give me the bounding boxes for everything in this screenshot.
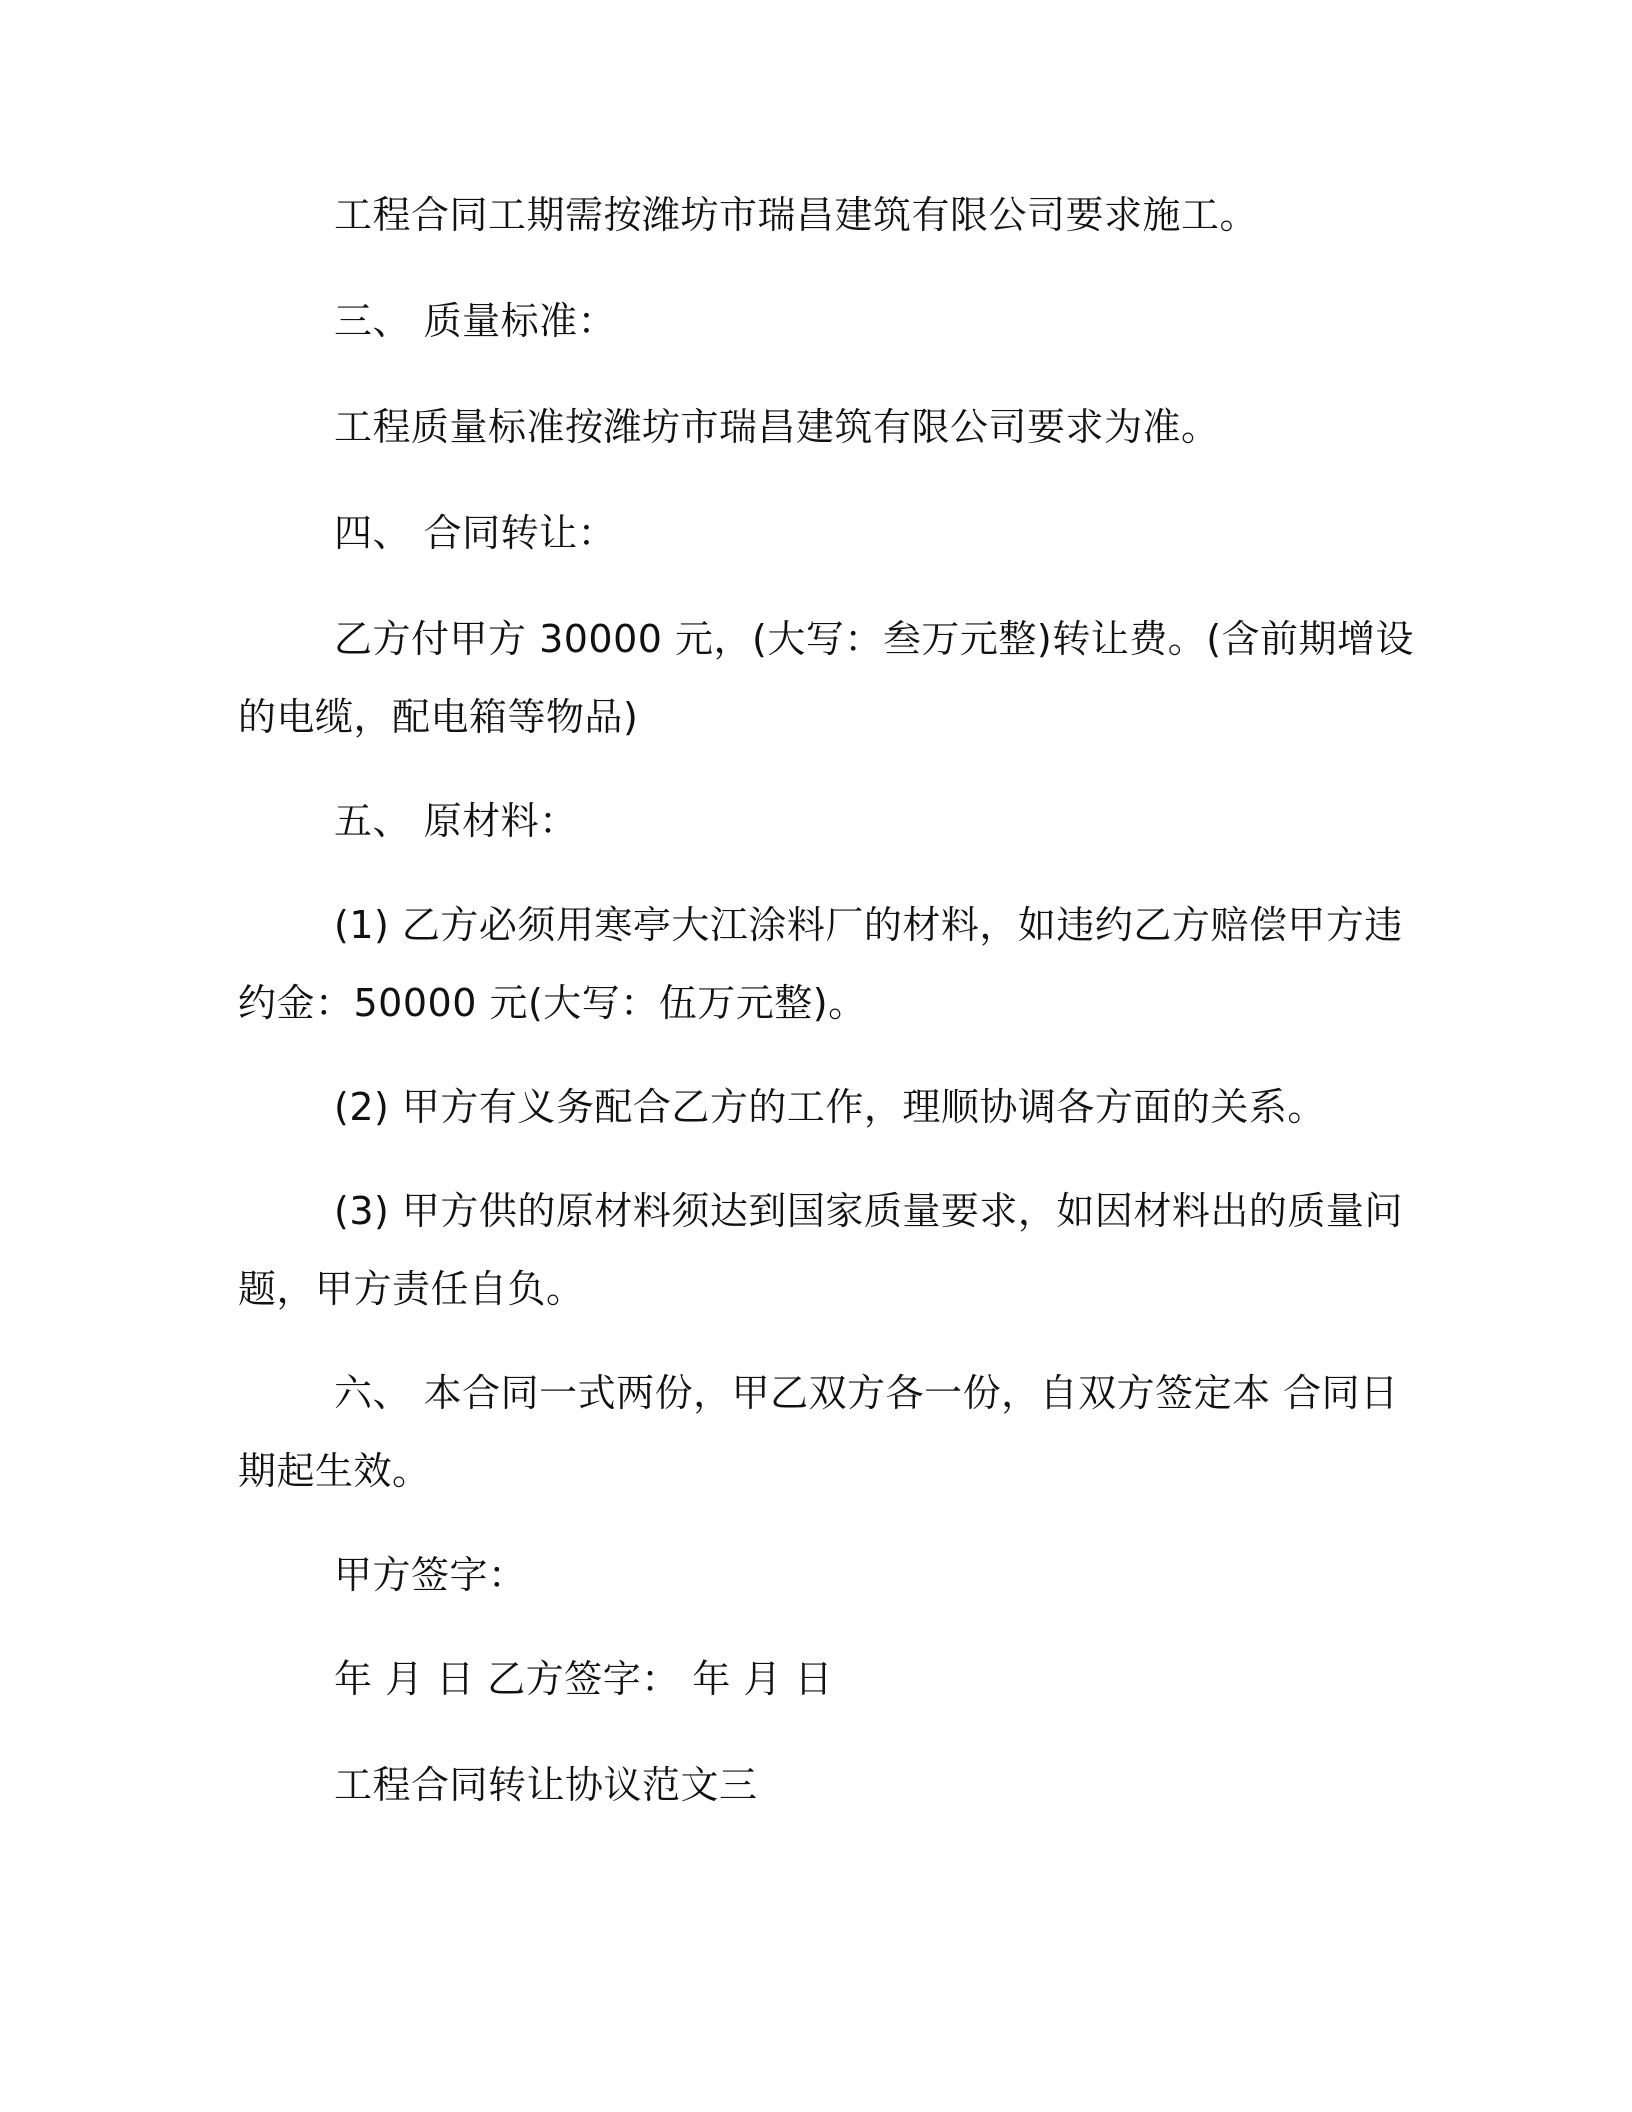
text-line: 四、 合同转让：	[334, 511, 617, 555]
section-heading-materials	[238, 782, 1358, 860]
paragraph-material-clause-1	[238, 886, 1403, 1042]
text-line: (2) 甲方有义务配合乙方的工作，理顺协调各方面的关系。	[334, 1085, 1326, 1129]
text-line: 三、 质量标准：	[334, 299, 617, 343]
text-line: 五、 原材料：	[334, 799, 578, 843]
text-line: 的电缆，配电箱等物品)	[238, 695, 639, 739]
text-line: 题，甲方责任自负。	[238, 1267, 585, 1311]
text-line: 工程质量标准按潍坊市瑞昌建筑有限公司要求为准。	[334, 405, 1220, 449]
section-heading-transfer	[238, 494, 1358, 572]
text-line: 工程合同转让协议范文三	[334, 1763, 758, 1807]
text-line: (3) 甲方供的原材料须达到国家质量要求，如因材料出的质量问	[334, 1189, 1403, 1233]
paragraph-transfer-fee	[238, 600, 1415, 756]
paragraph-material-clause-3	[238, 1172, 1403, 1328]
date-and-party-b-signature-line	[238, 1640, 1358, 1718]
text-line: 甲方签字：	[334, 1553, 527, 1597]
paragraph-copies-effective	[238, 1354, 1399, 1510]
next-sample-heading	[238, 1746, 1358, 1824]
text-line: (1) 乙方必须用寒亭大江涂料厂的材料，如违约乙方赔偿甲方违	[334, 903, 1403, 947]
paragraph-quality	[238, 388, 1358, 466]
paragraph-schedule	[238, 176, 1358, 254]
text-line: 年 月 日 乙方签字： 年 月 日	[334, 1657, 833, 1701]
text-line: 期起生效。	[238, 1449, 431, 1493]
text-line: 乙方付甲方 30000 元，(大写：叁万元整)转让费。(含前期增设	[334, 617, 1415, 661]
section-heading-quality	[238, 282, 1358, 360]
party-a-signature-line	[238, 1536, 1358, 1614]
text-line: 约金：50000 元(大写：伍万元整)。	[238, 981, 867, 1025]
paragraph-material-clause-2	[238, 1068, 1358, 1146]
text-line: 工程合同工期需按潍坊市瑞昌建筑有限公司要求施工。	[334, 193, 1259, 237]
text-line: 六、 本合同一式两份，甲乙双方各一份，自双方签定本 合同日	[334, 1371, 1399, 1415]
